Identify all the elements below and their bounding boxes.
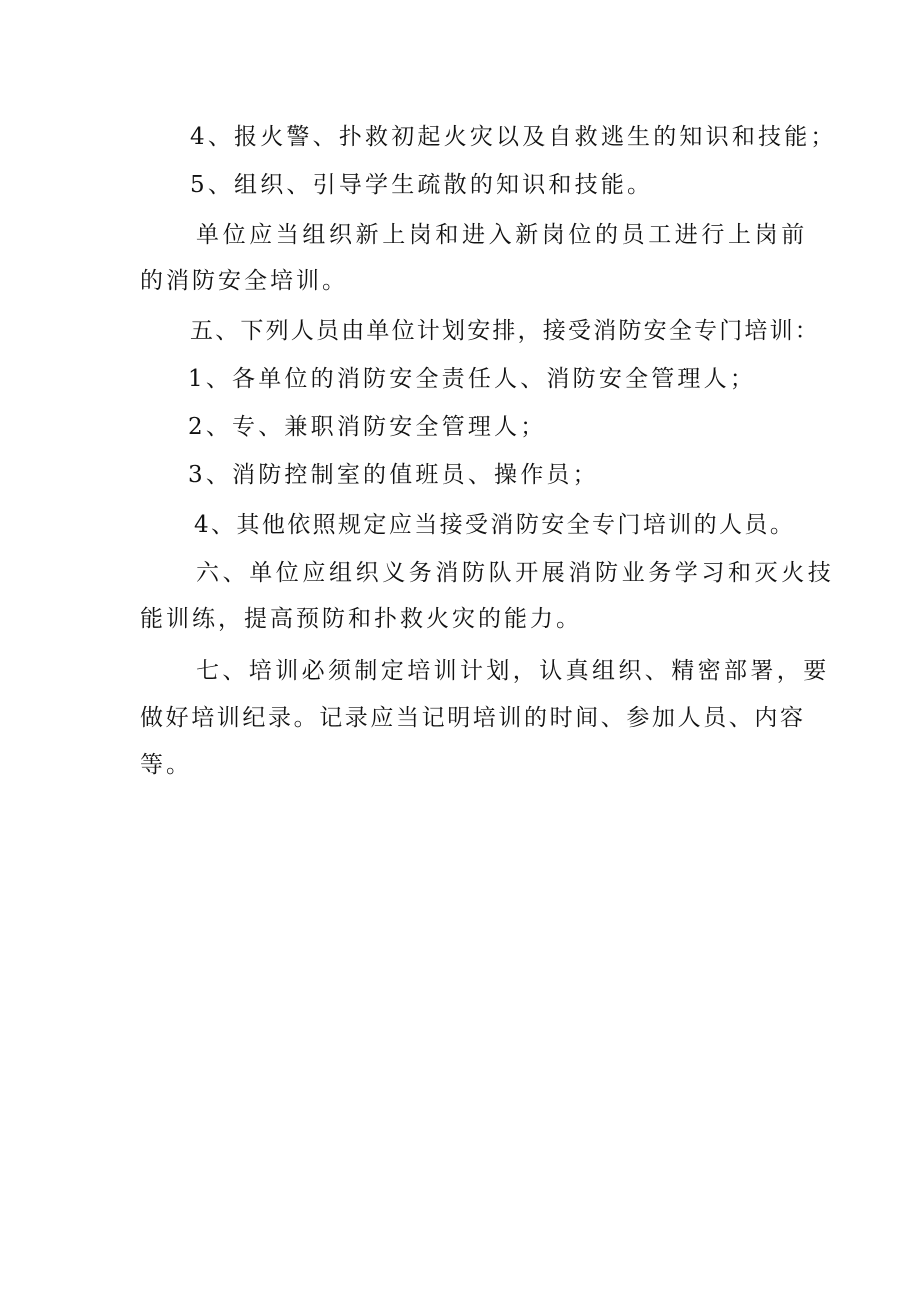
text-line: 的消防安全培训。 <box>140 268 348 294</box>
text-line: 五、下列人员由单位计划安排，接受消防安全专门培训： <box>190 318 820 344</box>
text-line: 等。 <box>140 752 192 778</box>
text-line: 能训练，提高预防和扑救火灾的能力。 <box>140 606 582 632</box>
text-line: 3、消防控制室的值班员、操作员； <box>188 462 599 488</box>
text-line: 4、其他依照规定应当接受消防安全专门培训的人员。 <box>194 512 796 538</box>
text-line: 六、单位应组织义务消防队开展消防业务学习和灭火技 <box>196 560 835 586</box>
text-line: 2、专、兼职消防安全管理人； <box>188 414 547 440</box>
text-line: 做好培训纪录。记录应当记明培训的时间、参加人员、内容 <box>140 705 806 731</box>
text-line: 1、各单位的消防安全责任人、消防安全管理人； <box>188 366 757 392</box>
text-line: 5、组织、引导学生疏散的知识和技能。 <box>190 172 654 198</box>
text-line: 单位应当组织新上岗和进入新岗位的员工进行上岗前 <box>196 222 808 248</box>
text-line: 七、培训必须制定培训计划，认真组织、精密部署，要 <box>196 658 830 684</box>
text-line: 4、报火警、扑救初起火灾以及自救逃生的知识和技能； <box>190 124 837 150</box>
